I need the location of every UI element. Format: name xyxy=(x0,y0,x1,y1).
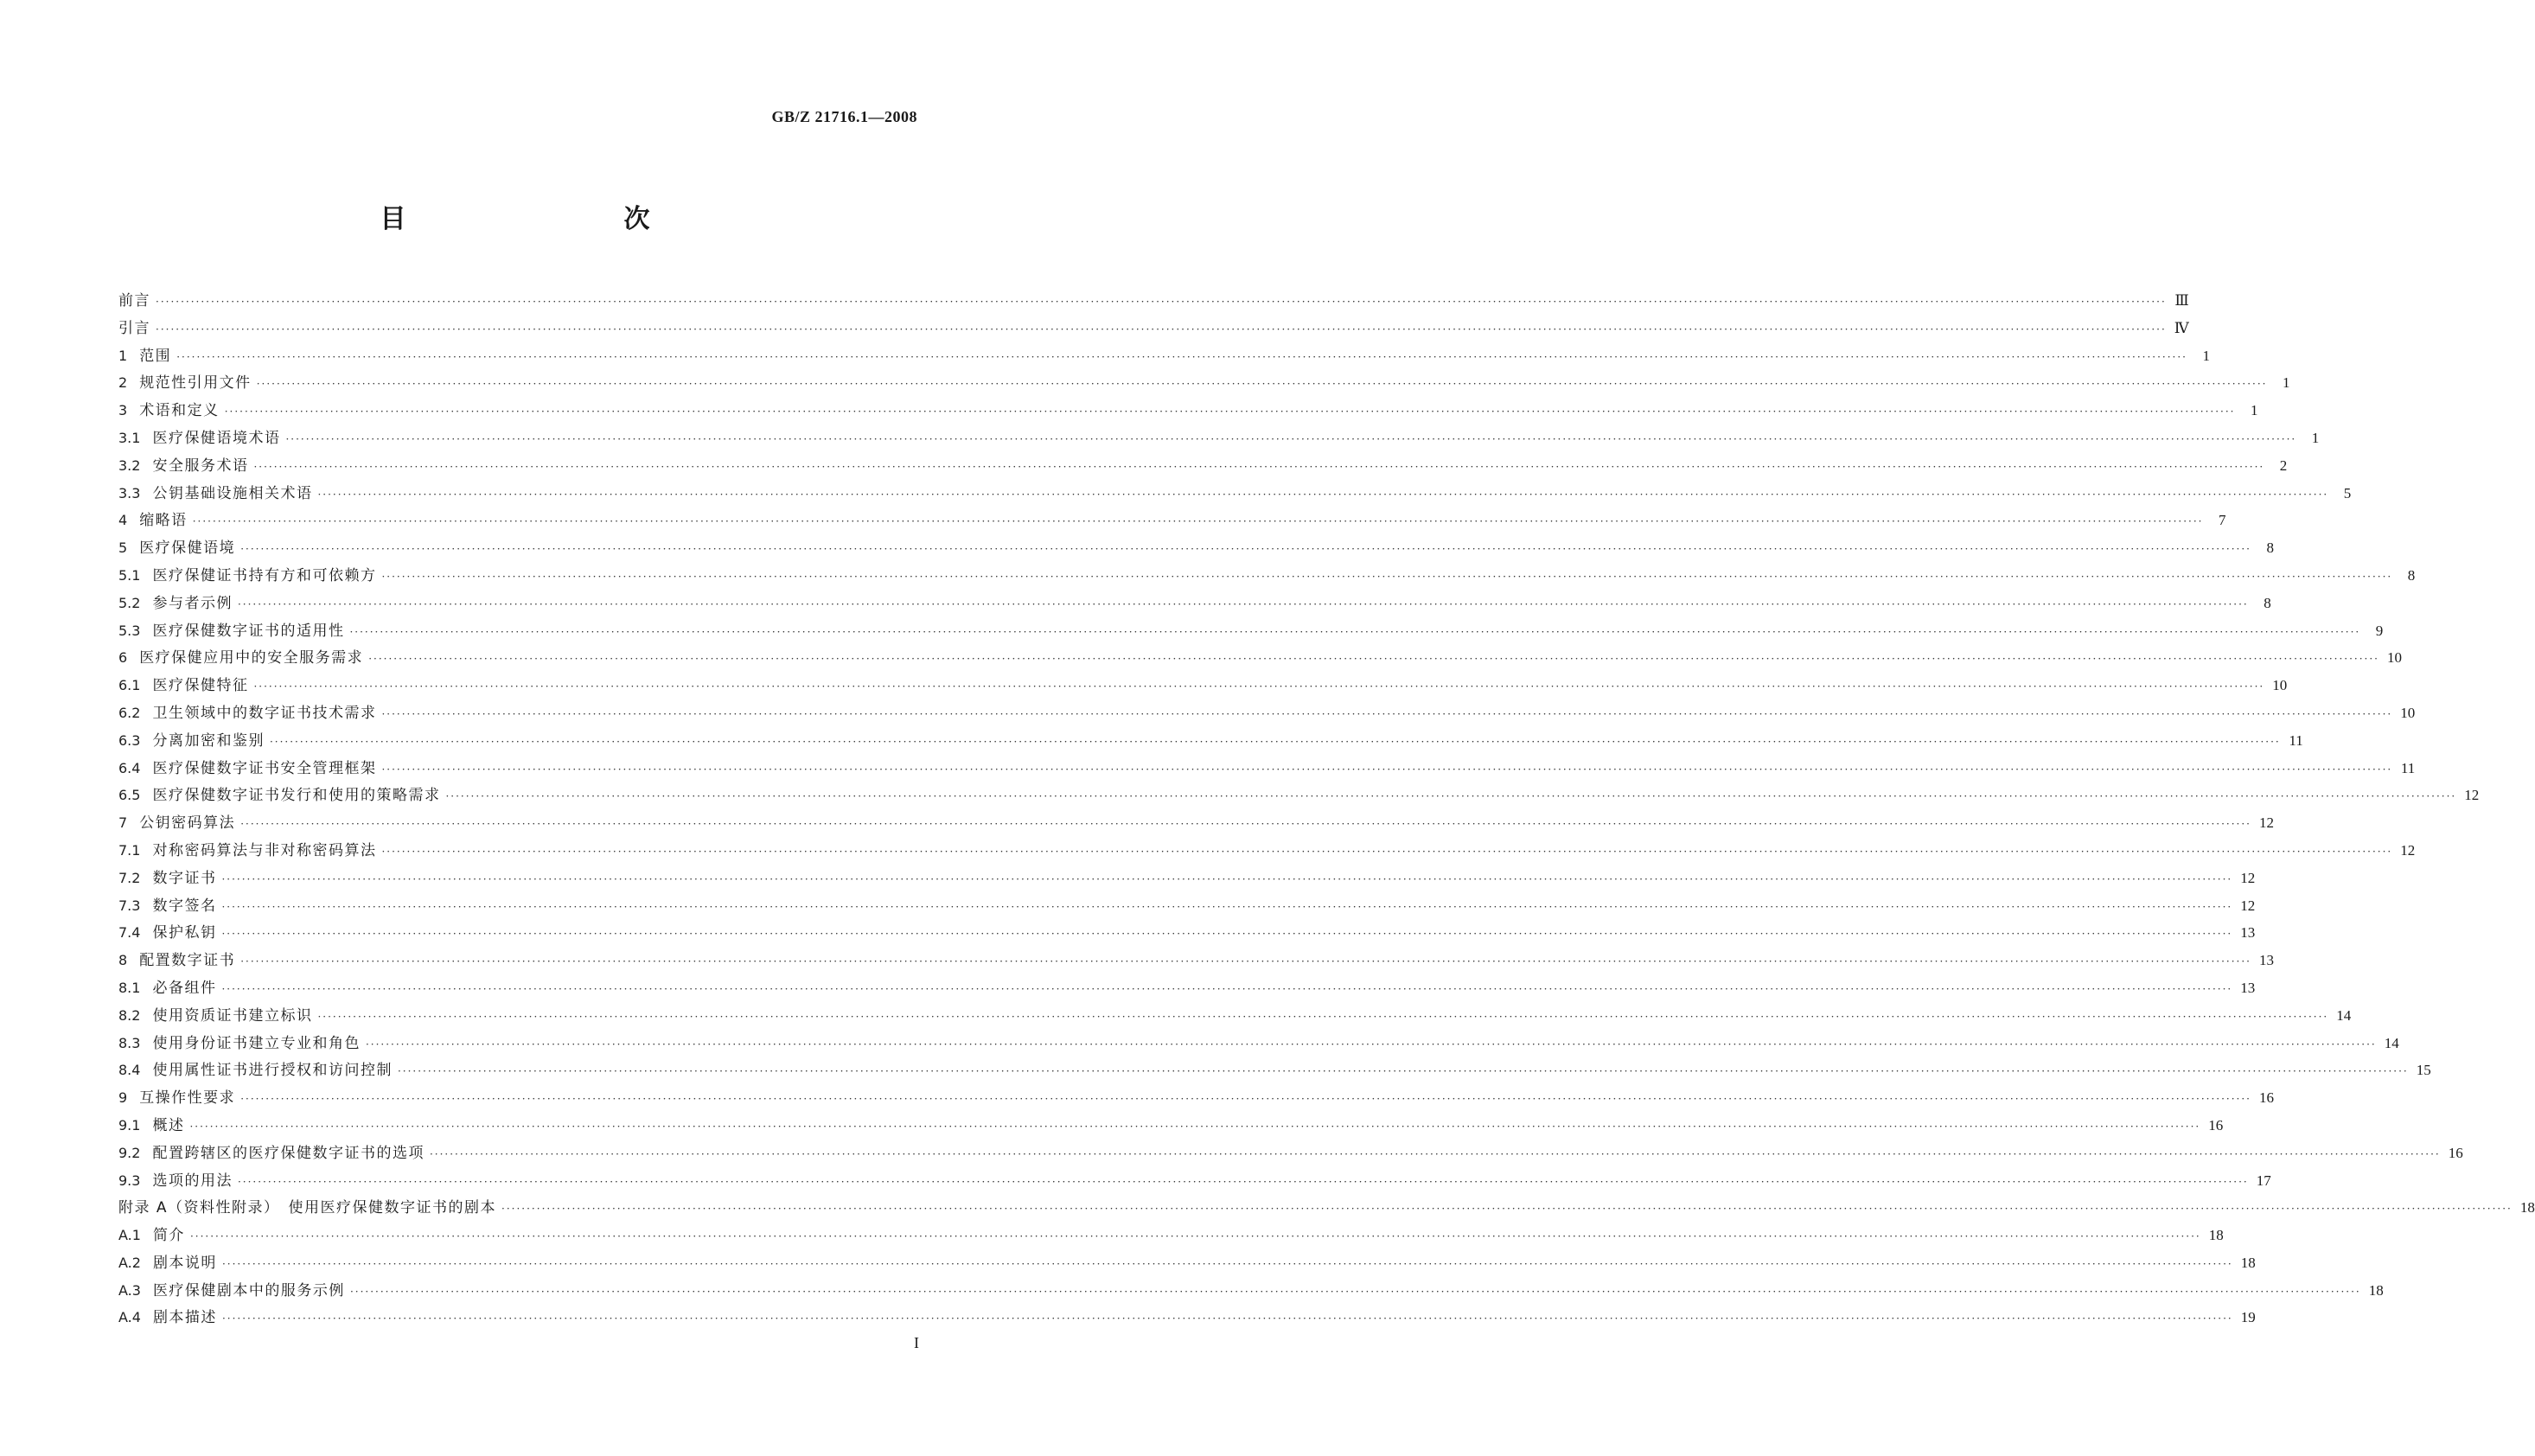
toc-entry[interactable] xyxy=(118,1140,2463,1167)
dot-leader: ················································································································································································································································································································································································································ xyxy=(317,488,2329,501)
dot-leader: ················································································································································································································································································································································································································ xyxy=(221,982,2233,995)
toc-entry-title: 数字签名 xyxy=(152,897,217,915)
toc-entry-page: 10 xyxy=(2386,649,2402,667)
toc-entry-page: 17 xyxy=(2256,1172,2271,1189)
toc-entry-page: 8 xyxy=(2266,540,2274,557)
toc-entry[interactable] xyxy=(118,865,2256,892)
toc-entry-page: 12 xyxy=(2240,897,2256,914)
toc-entry-number: A.1 xyxy=(118,1227,141,1244)
dot-leader: ················································································································································································································································································································································································································ xyxy=(189,1120,2201,1133)
dot-leader: ················································································································································································································································································································································································································ xyxy=(501,1203,2513,1216)
toc-entry-title: 医疗保健证书持有方和可依赖方 xyxy=(152,566,377,584)
toc-entry[interactable] xyxy=(118,507,2226,534)
toc-entry-page: 8 xyxy=(2264,594,2271,611)
toc-entry[interactable] xyxy=(118,699,2416,727)
toc-entry-number: 6.4 xyxy=(118,759,141,776)
toc-entry-title: 安全服务术语 xyxy=(152,457,249,475)
dot-leader: ················································································································································································································································································································································································································ xyxy=(256,378,2268,391)
toc-entry[interactable] xyxy=(118,782,2480,809)
toc-entry[interactable] xyxy=(118,1057,2431,1084)
toc-entry-number: 9.1 xyxy=(118,1116,141,1134)
toc-entry-number: 7.2 xyxy=(118,869,141,886)
toc-entry[interactable] xyxy=(118,1030,2399,1057)
toc-entry[interactable] xyxy=(118,1084,2274,1112)
toc-entry[interactable] xyxy=(118,1249,2256,1277)
dot-leader: ················································································································································································································································································································································································································ xyxy=(381,763,2393,776)
toc-entry-title: 缩略语 xyxy=(139,512,188,530)
toc-entry-number: 3.2 xyxy=(118,457,141,474)
toc-entry-title: 使用身份证书建立专业和角色 xyxy=(152,1034,361,1052)
toc-entry[interactable] xyxy=(118,397,2258,425)
toc-entry-title: 使用属性证书进行授权和访问控制 xyxy=(152,1062,393,1080)
toc-entry-number: 7.1 xyxy=(118,841,141,859)
toc-entry-page: 8 xyxy=(2407,566,2416,584)
dot-leader: ················································································································································································································································································································································································································ xyxy=(269,735,2281,748)
toc-entry[interactable] xyxy=(118,809,2274,837)
toc-entry-page: 18 xyxy=(2240,1254,2256,1271)
toc-entry-title: 选项的用法 xyxy=(152,1172,233,1190)
toc-entry-page: 1 xyxy=(2202,347,2210,364)
toc-entry-page: 18 xyxy=(2519,1199,2535,1217)
toc-entry[interactable] xyxy=(118,425,2320,452)
toc-entry[interactable] xyxy=(118,974,2256,1002)
dot-leader: ················································································································································································································································································································································································································ xyxy=(349,625,2361,638)
toc-entry-page: 13 xyxy=(2258,952,2274,969)
toc-entry-title: 概述 xyxy=(152,1116,185,1134)
toc-entry-page: 2 xyxy=(2279,457,2288,474)
dot-leader: ················································································································································································································································································································································································································ xyxy=(237,1175,2249,1188)
toc-entry[interactable] xyxy=(118,755,2416,782)
dot-leader: ················································································································································································································································································································································································································ xyxy=(365,1038,2377,1050)
page-title: 目 次 xyxy=(380,204,706,234)
toc-entry-number: 6.2 xyxy=(118,704,141,721)
toc-entry-number: 9 xyxy=(118,1089,128,1107)
dot-leader: ················································································································································································································································································································································································································ xyxy=(368,653,2379,666)
toc-entry[interactable] xyxy=(118,1277,2384,1305)
toc-entry-title: 对称密码算法与非对称密码算法 xyxy=(152,841,377,859)
toc-entry[interactable] xyxy=(118,342,2210,370)
toc-entry-title: 术语和定义 xyxy=(139,402,220,420)
toc-entry-page: 12 xyxy=(2240,869,2256,886)
toc-entry-title: 规范性引用文件 xyxy=(139,374,252,393)
toc-entry-number: 1 xyxy=(118,347,128,364)
toc-entry-title: 医疗保健特征 xyxy=(152,677,249,695)
toc-entry-number: 9.2 xyxy=(118,1144,141,1161)
dot-leader: ················································································································································································································································································································································································································ xyxy=(237,597,2249,610)
toc-entry-title: 医疗保健数字证书发行和使用的策略需求 xyxy=(152,787,441,805)
toc-entry-title: 前言 xyxy=(118,292,150,310)
dot-leader: ················································································································································································································································································································································································································ xyxy=(381,707,2393,720)
toc-entry-number: A.2 xyxy=(118,1254,141,1271)
toc-entry[interactable] xyxy=(118,1112,2224,1140)
toc-entry-number: 4 xyxy=(118,512,128,529)
dot-leader: ················································································································································································································································································································································································································ xyxy=(189,1230,2201,1243)
toc-entry-number: 8.2 xyxy=(118,1006,141,1024)
toc-entry-title: 参与者示例 xyxy=(152,594,233,612)
dot-leader: ················································································································································································································································································································································································································ xyxy=(381,845,2393,858)
toc-entry-page: 18 xyxy=(2208,1227,2224,1244)
dot-leader: ················································································································································································································································································································································································································ xyxy=(253,680,2265,693)
toc-entry-title: 附录 A（资料性附录） 使用医疗保健数字证书的剧本 xyxy=(118,1199,497,1217)
toc-entry[interactable] xyxy=(118,644,2402,672)
toc-entry-number: 7.4 xyxy=(118,924,141,942)
dot-leader: ················································································································································································································································································································································································································ xyxy=(349,1285,2361,1298)
toc-entry-number: 5.1 xyxy=(118,566,141,584)
toc-entry-title: 必备组件 xyxy=(152,979,217,997)
toc-entry-title: 剧本描述 xyxy=(152,1309,217,1327)
toc-entry-number: 8.1 xyxy=(118,979,141,996)
dot-leader: ················································································································································································································································································································································································································ xyxy=(192,515,2204,528)
toc-entry-title: 医疗保健应用中的安全服务需求 xyxy=(139,649,364,667)
toc-entry-page: 14 xyxy=(2384,1034,2399,1051)
toc-entry[interactable] xyxy=(118,919,2256,947)
toc-entry-title: 保护私钥 xyxy=(152,924,217,942)
toc-entry-title: 范围 xyxy=(139,347,172,365)
toc-entry-page: Ⅳ xyxy=(2174,319,2189,336)
toc-entry-number: 9.3 xyxy=(118,1172,141,1189)
toc-entry[interactable] xyxy=(118,590,2271,617)
toc-entry-number: 5.3 xyxy=(118,622,141,639)
toc-entry-page: 19 xyxy=(2240,1309,2256,1326)
toc-entry-number: 6.1 xyxy=(118,677,141,694)
standard-number: GB/Z 21716.1—2008 xyxy=(771,108,917,125)
dot-leader: ················································································································································································································································································································································································································ xyxy=(285,432,2297,445)
toc-entry-number: 3.3 xyxy=(118,484,141,501)
table-of-contents xyxy=(118,287,2535,1331)
toc-entry-page: 16 xyxy=(2208,1116,2224,1134)
toc-entry[interactable] xyxy=(118,1002,2352,1030)
toc-entry[interactable] xyxy=(118,1167,2271,1195)
dot-leader: ················································································································································································································································································································································································································ xyxy=(176,350,2187,363)
toc-entry[interactable] xyxy=(118,369,2290,397)
dot-leader: ················································································································································································································································································································································································································ xyxy=(240,543,2251,556)
toc-entry-number: A.4 xyxy=(118,1309,141,1326)
toc-entry-number: 6 xyxy=(118,649,128,667)
dot-leader: ················································································································································································································································································································································································································ xyxy=(317,1010,2329,1023)
toc-entry-number: A.3 xyxy=(118,1281,141,1299)
toc-entry-page: 18 xyxy=(2368,1281,2384,1299)
toc-entry[interactable] xyxy=(118,617,2384,645)
toc-entry-page: 13 xyxy=(2240,979,2256,996)
toc-entry[interactable] xyxy=(118,315,2189,342)
toc-entry-number: 6.5 xyxy=(118,787,141,804)
toc-entry-title: 分离加密和鉴别 xyxy=(152,731,265,750)
dot-leader: ················································································································································································································································································································································································································ xyxy=(397,1065,2409,1078)
toc-entry-number: 3 xyxy=(118,402,128,419)
toc-entry-title: 医疗保健数字证书的适用性 xyxy=(152,622,345,640)
dot-leader: ················································································································································································································································································································································································································ xyxy=(381,570,2393,583)
toc-entry[interactable] xyxy=(118,837,2416,865)
toc-entry-title: 引言 xyxy=(118,319,150,337)
toc-entry-number: 7 xyxy=(118,814,128,832)
toc-entry[interactable] xyxy=(118,480,2352,508)
dot-leader: ················································································································································································································································································································································································································ xyxy=(240,1093,2251,1106)
toc-entry-number: 3.1 xyxy=(118,429,141,446)
toc-entry-page: 1 xyxy=(2250,402,2258,419)
toc-entry[interactable] xyxy=(118,1194,2535,1222)
toc-entry[interactable] xyxy=(118,1304,2256,1331)
toc-entry-title: 互操作性要求 xyxy=(139,1089,236,1108)
toc-entry-title: 配置数字证书 xyxy=(139,952,236,970)
toc-entry[interactable] xyxy=(118,947,2274,974)
toc-entry-page: 16 xyxy=(2258,1089,2274,1107)
toc-entry[interactable] xyxy=(118,562,2416,590)
toc-entry[interactable] xyxy=(118,1222,2224,1249)
dot-leader: ················································································································································································································································································································································································································ xyxy=(221,872,2233,885)
toc-entry-title: 公钥基础设施相关术语 xyxy=(152,484,313,502)
toc-entry[interactable] xyxy=(118,672,2288,699)
toc-entry[interactable] xyxy=(118,287,2189,315)
dot-leader: ················································································································································································································································································································································································································ xyxy=(221,1257,2233,1270)
toc-entry-page: 1 xyxy=(2282,374,2290,392)
dot-leader: ················································································································································································································································································································································································································ xyxy=(156,296,2167,308)
dot-leader: ················································································································································································································································································································································································································ xyxy=(221,900,2233,913)
toc-entry-page: 16 xyxy=(2448,1144,2463,1161)
dot-leader: ················································································································································································································································································································································································································ xyxy=(221,1312,2233,1325)
toc-entry-page: 10 xyxy=(2400,704,2416,721)
toc-entry-title: 剧本说明 xyxy=(152,1254,217,1272)
toc-entry-number: 5.2 xyxy=(118,594,141,611)
dot-leader: ················································································································································································································································································································································································································ xyxy=(221,928,2233,941)
toc-entry-page: 10 xyxy=(2272,677,2288,694)
toc-entry-page: 12 xyxy=(2400,841,2416,859)
toc-entry-title: 医疗保健数字证书安全管理框架 xyxy=(152,759,377,777)
toc-entry-number: 6.3 xyxy=(118,731,141,749)
dot-leader: ················································································································································································································································································································································································································ xyxy=(156,322,2167,335)
toc-entry[interactable] xyxy=(118,892,2256,920)
toc-entry-title: 医疗保健剧本中的服务示例 xyxy=(152,1281,345,1300)
toc-entry-number: 8.4 xyxy=(118,1062,141,1079)
toc-entry-title: 数字证书 xyxy=(152,869,217,887)
toc-entry-number: 5 xyxy=(118,540,128,557)
toc-entry-page: 15 xyxy=(2416,1062,2431,1079)
toc-entry-title: 医疗保健语境 xyxy=(139,540,236,558)
toc-entry-page: 7 xyxy=(2218,512,2226,529)
toc-entry-number: 8 xyxy=(118,952,128,969)
toc-entry-page: 9 xyxy=(2375,622,2384,639)
dot-leader: ················································································································································································································································································································································································································ xyxy=(240,818,2251,831)
toc-entry-page: 14 xyxy=(2336,1006,2352,1024)
toc-entry-title: 配置跨辖区的医疗保健数字证书的选项 xyxy=(152,1144,425,1162)
toc-entry-page: Ⅲ xyxy=(2174,292,2189,309)
page-number: I xyxy=(914,1334,919,1351)
toc-entry[interactable] xyxy=(118,452,2288,480)
toc-entry-page: 12 xyxy=(2464,787,2480,804)
toc-entry-title: 使用资质证书建立标识 xyxy=(152,1006,313,1025)
toc-entry-page: 5 xyxy=(2343,484,2352,501)
toc-entry[interactable] xyxy=(118,727,2303,755)
toc-entry-page: 1 xyxy=(2311,429,2320,446)
toc-entry-title: 简介 xyxy=(152,1227,185,1245)
toc-entry-number: 8.3 xyxy=(118,1034,141,1051)
toc-entry[interactable] xyxy=(118,534,2274,562)
toc-entry-title: 卫生领域中的数字证书技术需求 xyxy=(152,704,377,722)
toc-entry-number: 7.3 xyxy=(118,897,141,914)
dot-leader: ················································································································································································································································································································································································································ xyxy=(240,955,2251,968)
toc-entry-title: 医疗保健语境术语 xyxy=(152,429,281,447)
toc-entry-title: 公钥密码算法 xyxy=(139,814,236,833)
toc-entry-page: 13 xyxy=(2240,924,2256,942)
dot-leader: ················································································································································································································································································································································································································ xyxy=(224,406,2236,418)
toc-entry-page: 12 xyxy=(2258,814,2274,832)
toc-entry-number: 2 xyxy=(118,374,128,392)
toc-entry-page: 11 xyxy=(2400,759,2416,776)
dot-leader: ················································································································································································································································································································································································································ xyxy=(253,460,2265,473)
dot-leader: ················································································································································································································································································································································································································ xyxy=(429,1147,2441,1160)
dot-leader: ················································································································································································································································································································································································································ xyxy=(445,790,2457,803)
toc-entry-page: 11 xyxy=(2289,731,2303,749)
